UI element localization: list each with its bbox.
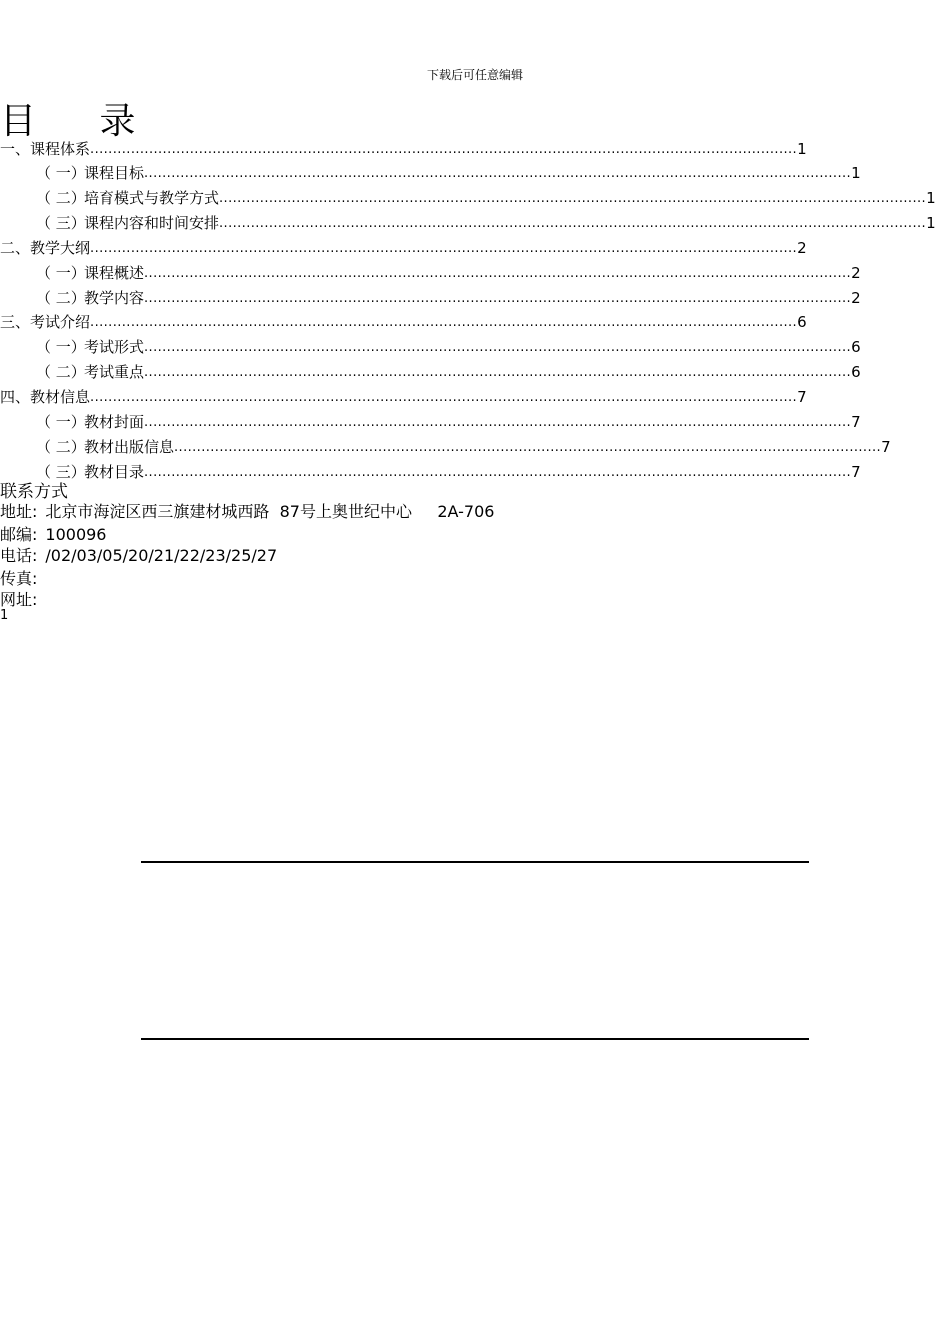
contact-web xyxy=(0,589,37,610)
toc-entry-page: 2 xyxy=(851,264,861,282)
toc-entry-page: 1 xyxy=(797,140,807,158)
toc-entry-exam-format[interactable] xyxy=(36,336,861,358)
toc-leader-dots: ............................................................................................................................................................ xyxy=(144,465,852,480)
toc-entry-syllabus[interactable] xyxy=(0,237,807,259)
toc-entry-number: 一、 xyxy=(0,140,31,158)
toc-entry-textbook-info[interactable] xyxy=(0,386,807,408)
toc-entry-number: 三、 xyxy=(0,313,31,331)
contact-title: 联系方式 xyxy=(0,482,68,502)
postcode-value: 100096 xyxy=(45,525,107,544)
toc-entry-page: 6 xyxy=(797,313,807,331)
postcode-label: 邮编: xyxy=(0,525,38,544)
toc-entry-label: 课程体系 xyxy=(30,140,91,158)
toc-entry-label: 考试重点 xyxy=(84,363,145,381)
toc-entry-content-schedule[interactable] xyxy=(36,212,936,234)
toc-entry-page: 7 xyxy=(881,438,891,456)
toc-entry-label: 教材出版信息 xyxy=(84,438,175,456)
horizontal-rule-bottom xyxy=(141,1038,809,1040)
toc-entry-label: 教学大纲 xyxy=(30,239,91,257)
toc-leader-dots: ............................................................................................................................................................ xyxy=(90,142,798,157)
toc-leader-dots: ............................................................................................................................................................ xyxy=(144,291,852,306)
toc-entry-course-overview[interactable] xyxy=(36,262,861,284)
toc-entry-label: 课程目标 xyxy=(84,164,145,182)
toc-entry-number: （ 二） xyxy=(36,289,86,307)
toc-leader-dots: ............................................................................................................................................................ xyxy=(90,390,798,405)
toc-entry-textbook-cover[interactable] xyxy=(36,411,861,433)
toc-leader-dots: ............................................................................................................................................................ xyxy=(144,166,852,181)
toc-entry-page: 7 xyxy=(851,413,861,431)
contact-address xyxy=(0,501,494,522)
toc-leader-dots: ............................................................................................................................................................ xyxy=(144,415,852,430)
toc-entry-label: 教材信息 xyxy=(30,388,91,406)
contact-postcode xyxy=(0,524,106,545)
toc-entry-label: 教材目录 xyxy=(84,463,145,481)
address-label: 地址: xyxy=(0,502,38,521)
toc-entry-page: 6 xyxy=(851,338,861,356)
toc-entry-number: （ 三） xyxy=(36,463,86,481)
toc-entry-number: （ 一） xyxy=(36,338,86,356)
toc-entry-teaching-content[interactable] xyxy=(36,287,861,309)
toc-leader-dots: ............................................................................................................................................................ xyxy=(144,340,852,355)
toc-entry-number: 二、 xyxy=(0,239,31,257)
address-value: 北京市海淀区西三旗建材城西路 87号上奥世纪中心 2A-706 xyxy=(45,502,495,521)
toc-leader-dots: ............................................................................................................................................................ xyxy=(144,266,852,281)
toc-entry-number: （ 二） xyxy=(36,189,86,207)
phone-value: /02/03/05/20/21/22/23/25/27 xyxy=(45,546,278,565)
phone-label: 电话: xyxy=(0,546,38,565)
contact-phone xyxy=(0,545,277,566)
toc-entry-exam-intro[interactable] xyxy=(0,311,807,333)
toc-title: 目 录 xyxy=(0,101,162,142)
toc-entry-publication-info[interactable] xyxy=(36,436,891,458)
toc-entry-label: 课程内容和时间安排 xyxy=(84,214,220,232)
horizontal-rule-top xyxy=(141,861,809,863)
toc-entry-number: 四、 xyxy=(0,388,31,406)
toc-entry-page: 6 xyxy=(851,363,861,381)
fax-label: 传真: xyxy=(0,569,38,588)
toc-leader-dots: ............................................................................................................................................................ xyxy=(174,440,882,455)
toc-entry-page: 7 xyxy=(851,463,861,481)
toc-leader-dots: ............................................................................................................................................................ xyxy=(90,315,798,330)
toc-entry-number: （ 一） xyxy=(36,264,86,282)
toc-entry-page: 1 xyxy=(851,164,861,182)
toc-entry-page: 2 xyxy=(851,289,861,307)
toc-entry-label: 课程概述 xyxy=(84,264,145,282)
toc-leader-dots: ............................................................................................................................................................ xyxy=(219,191,927,206)
toc-leader-dots: ............................................................................................................................................................ xyxy=(144,365,852,380)
toc-entry-label: 考试形式 xyxy=(84,338,145,356)
toc-entry-page: 1 xyxy=(926,214,936,232)
toc-entry-page: 7 xyxy=(797,388,807,406)
toc-entry-number: （ 一） xyxy=(36,164,86,182)
toc-leader-dots: ............................................................................................................................................................ xyxy=(219,216,927,231)
web-label: 网址: xyxy=(0,590,38,609)
toc-entry-number: （ 二） xyxy=(36,438,86,456)
header-note: 下载后可任意编辑 xyxy=(426,68,523,82)
toc-entry-page: 1 xyxy=(926,189,936,207)
toc-leader-dots: ............................................................................................................................................................ xyxy=(90,241,798,256)
toc-entry-label: 考试介绍 xyxy=(30,313,91,331)
page-number: 1 xyxy=(0,608,9,623)
toc-entry-training-mode[interactable] xyxy=(36,187,936,209)
toc-entry-label: 培育模式与教学方式 xyxy=(84,189,220,207)
toc-entry-textbook-contents[interactable] xyxy=(36,461,861,483)
toc-entry-number: （ 三） xyxy=(36,214,86,232)
toc-entry-page: 2 xyxy=(797,239,807,257)
toc-entry-label: 教材封面 xyxy=(84,413,145,431)
toc-entry-number: （ 一） xyxy=(36,413,86,431)
contact-fax xyxy=(0,568,37,589)
toc-entry-course-system[interactable] xyxy=(0,138,807,160)
toc-entry-exam-focus[interactable] xyxy=(36,361,861,383)
toc-entry-course-goals[interactable] xyxy=(36,162,861,184)
toc-entry-label: 教学内容 xyxy=(84,289,145,307)
toc-entry-number: （ 二） xyxy=(36,363,86,381)
